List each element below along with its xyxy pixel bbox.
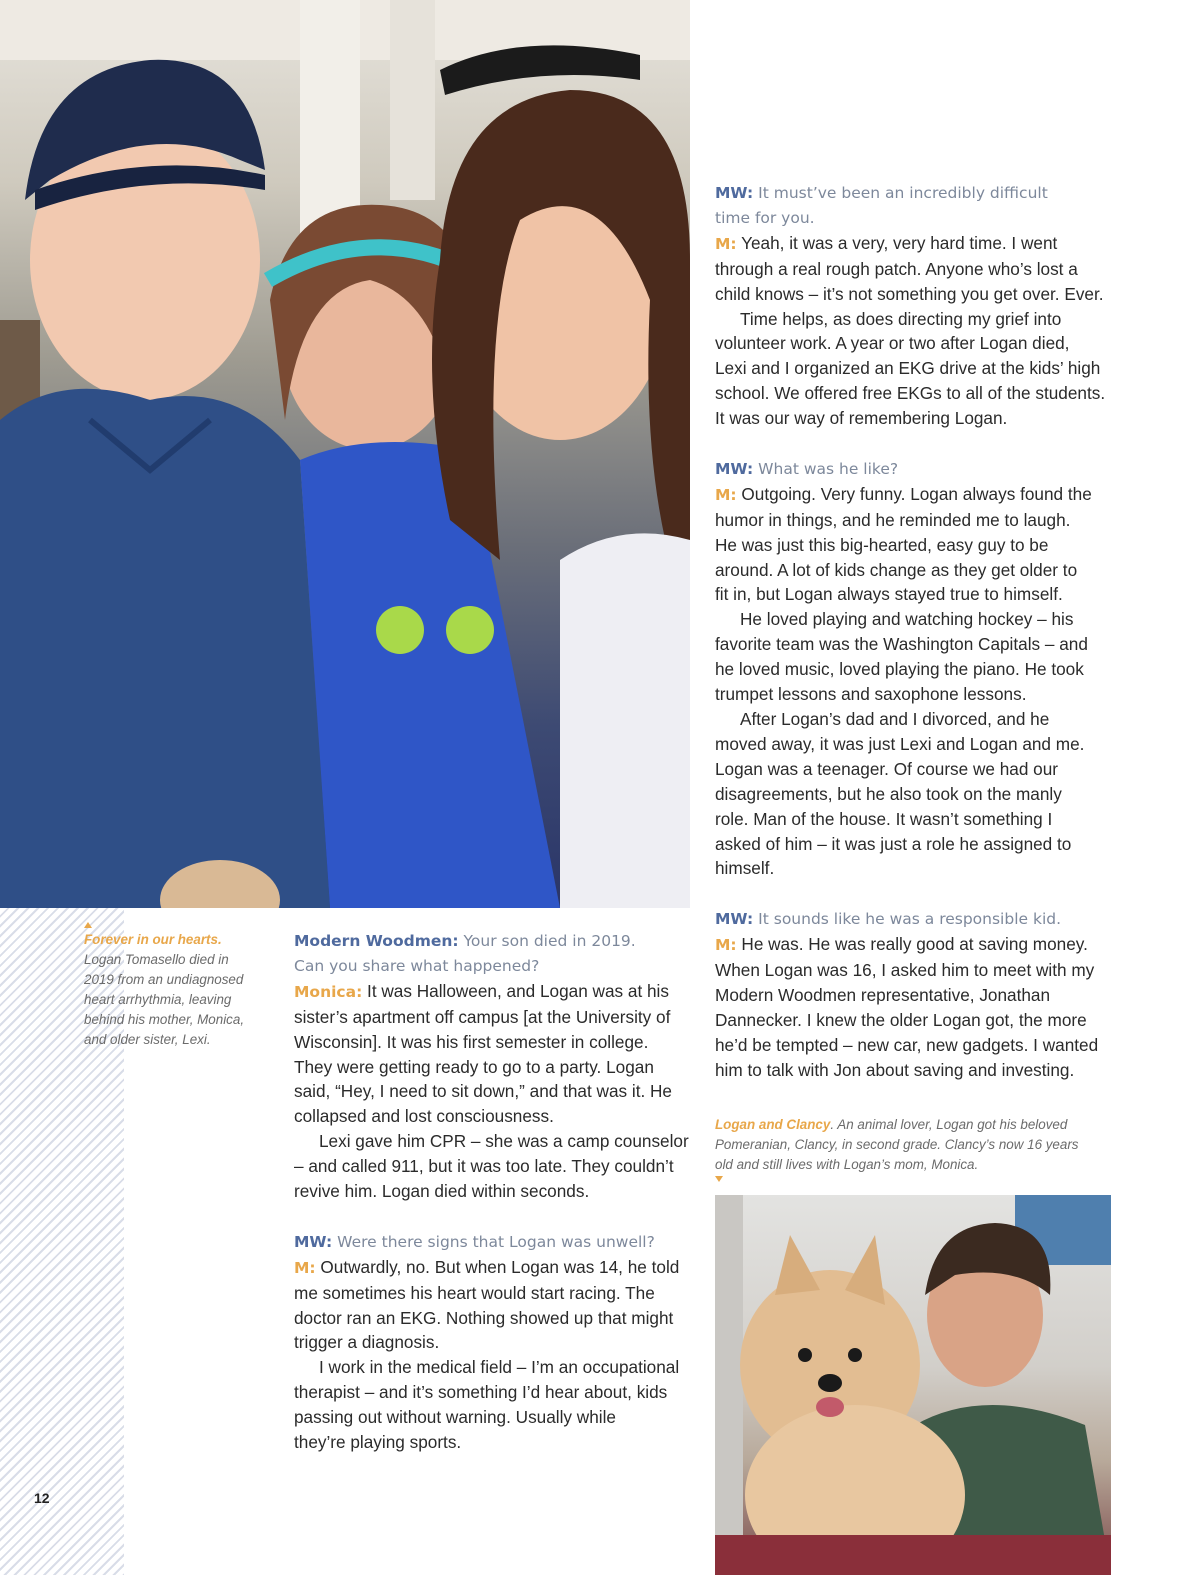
answer-line: When Logan was 16, I asked him to meet with my	[715, 960, 1095, 981]
answer-line: passing out without warning. Usually while	[294, 1407, 616, 1428]
interviewer-label: MW:	[294, 1232, 333, 1251]
caption-pointer-icon	[84, 922, 92, 928]
answer-line: said, “Hey, I need to sit down,” and that was it. He	[294, 1081, 672, 1102]
caption-pointer-icon	[715, 1176, 723, 1182]
answer-line: child knows – it’s not something you get over. Ever.	[715, 283, 1104, 304]
answer-text: Yeah, it was a very, very hard time. I went	[736, 232, 1058, 253]
answer-line: revive him. Logan died within seconds.	[294, 1181, 590, 1202]
caption-main-line: and older sister, Lexi.	[84, 1032, 211, 1047]
interviewer-label: MW:	[715, 910, 754, 929]
question-text: time for you.	[715, 208, 815, 227]
answer-paragraph	[294, 979, 694, 1005]
article-column-right	[715, 180, 1135, 1083]
answer-line: Lexi and I organized an EKG drive at the kids’ high	[715, 358, 1101, 379]
caption-main	[84, 930, 264, 1050]
answer-line: asked of him – it was just a role he assigned to	[715, 833, 1072, 854]
answer-line: role. Man of the house. It wasn’t something I	[715, 808, 1053, 829]
question-text: It sounds like he was a responsible kid.	[753, 910, 1062, 929]
answer-line: therapist – and it’s something I’d hear about, kids	[294, 1382, 668, 1403]
dog-photo	[715, 1195, 1111, 1575]
caption-dog-line: . An animal lover, Logan got his beloved	[830, 1117, 1068, 1132]
caption-main-line: behind his mother, Monica,	[84, 1012, 245, 1027]
question-text: Can you share what happened?	[294, 956, 540, 975]
respondent-label: M:	[294, 1258, 316, 1277]
caption-dog-line: Pomeranian, Clancy, in second grade. Clancy’s now 16 years	[715, 1137, 1079, 1152]
interviewer-label: MW:	[715, 184, 754, 202]
question-paragraph	[715, 906, 1135, 932]
answer-paragraph	[294, 1255, 694, 1281]
answer-line: school. We offered free EKGs to all of the students.	[715, 383, 1106, 404]
answer-line: they’re playing sports.	[294, 1432, 462, 1453]
answer-line: Time helps, as does directing my grief into	[740, 308, 1062, 329]
respondent-label: M:	[715, 936, 737, 955]
answer-line: Modern Woodmen representative, Jonathan	[715, 984, 1051, 1005]
answer-line: sister’s apartment off campus [at the University of	[294, 1006, 671, 1027]
interviewer-label: MW:	[715, 459, 754, 478]
answer-text: He was. He was really good at saving money.	[736, 934, 1088, 955]
answer-line: Lexi gave him CPR – she was a camp counselor	[319, 1131, 689, 1152]
answer-line: Logan was a teenager. Of course we had our	[715, 758, 1059, 779]
answer-line: He was just this big-hearted, easy guy to be	[715, 534, 1049, 555]
caption-dog-first-line	[715, 1115, 1115, 1135]
answer-line: moved away, it was just Lexi and Logan and me.	[715, 733, 1085, 754]
question-paragraph	[715, 180, 1135, 206]
caption-main-line: 2019 from an undiagnosed	[84, 972, 244, 987]
caption-dog-line: old and still lives with Logan’s mom, Monica.	[715, 1157, 979, 1172]
answer-line: around. A lot of kids change as they get older to	[715, 559, 1078, 580]
question-paragraph	[294, 1229, 694, 1255]
respondent-label: M:	[715, 234, 737, 253]
answer-paragraph	[715, 231, 1135, 257]
answer-line: Wisconsin]. It was his first semester in college.	[294, 1031, 649, 1052]
caption-dog	[715, 1115, 1115, 1175]
question-paragraph	[294, 928, 694, 954]
page-number: 12	[34, 1490, 50, 1506]
answer-paragraph	[715, 932, 1135, 958]
answer-line: After Logan’s dad and I divorced, and he	[740, 709, 1050, 730]
question-text: Your son died in 2019.	[458, 932, 636, 950]
caption-main-line: heart arrhythmia, leaving	[84, 992, 232, 1007]
answer-line: He loved playing and watching hockey – his	[740, 609, 1074, 630]
answer-line: I work in the medical field – I’m an occupational	[319, 1357, 680, 1378]
answer-line: he loved music, loved playing the piano. He took	[715, 659, 1084, 680]
family-photo	[0, 0, 690, 908]
answer-line: trumpet lessons and saxophone lessons.	[715, 684, 1027, 705]
answer-line: It was our way of remembering Logan.	[715, 408, 1008, 429]
answer-line: humor in things, and he reminded me to laugh.	[715, 509, 1071, 530]
answer-text: Outgoing. Very funny. Logan always found the	[736, 483, 1092, 504]
answer-line: trigger a diagnosis.	[294, 1332, 440, 1353]
caption-main-line: Logan Tomasello died in	[84, 952, 229, 967]
question-text: It must’ve been an incredibly difficult	[753, 184, 1048, 202]
question-paragraph	[715, 456, 1135, 482]
respondent-label: M:	[715, 485, 737, 504]
answer-line: collapsed and lost consciousness.	[294, 1106, 554, 1127]
caption-main-title: Forever in our hearts.	[84, 932, 222, 947]
answer-line: They were getting ready to go to a party. Logan	[294, 1056, 654, 1077]
answer-line: – and called 911, but it was too late. They couldn’t	[294, 1156, 674, 1177]
question-text: What was he like?	[753, 459, 899, 478]
question-text: Were there signs that Logan was unwell?	[332, 1232, 655, 1251]
respondent-label: Monica:	[294, 982, 363, 1001]
answer-text: Outwardly, no. But when Logan was 14, he told	[315, 1256, 680, 1277]
answer-line: volunteer work. A year or two after Logan died,	[715, 333, 1070, 354]
answer-line: me sometimes his heart would start racing. The	[294, 1282, 655, 1303]
dog-photo-illustration	[715, 1195, 1111, 1575]
answer-line: fit in, but Logan always stayed true to himself.	[715, 584, 1063, 605]
family-photo-illustration	[0, 0, 690, 908]
answer-line: Dannecker. I knew the older Logan got, the more	[715, 1009, 1087, 1030]
article-column-left	[294, 928, 694, 1455]
answer-line: himself.	[715, 858, 775, 879]
answer-paragraph	[715, 482, 1135, 508]
answer-text: It was Halloween, and Logan was at his	[362, 980, 669, 1001]
caption-dog-title: Logan and Clancy	[715, 1117, 831, 1132]
answer-line: disagreements, but he also took on the manly	[715, 783, 1062, 804]
answer-line: he’d be tempted – new car, new gadgets. I wanted	[715, 1034, 1099, 1055]
interviewer-label: Modern Woodmen:	[294, 932, 459, 950]
answer-line: doctor ran an EKG. Nothing showed up that might	[294, 1307, 674, 1328]
answer-line: favorite team was the Washington Capitals – and	[715, 634, 1088, 655]
answer-line: through a real rough patch. Anyone who’s lost a	[715, 258, 1078, 279]
answer-line: him to talk with Jon about saving and investing.	[715, 1059, 1075, 1080]
